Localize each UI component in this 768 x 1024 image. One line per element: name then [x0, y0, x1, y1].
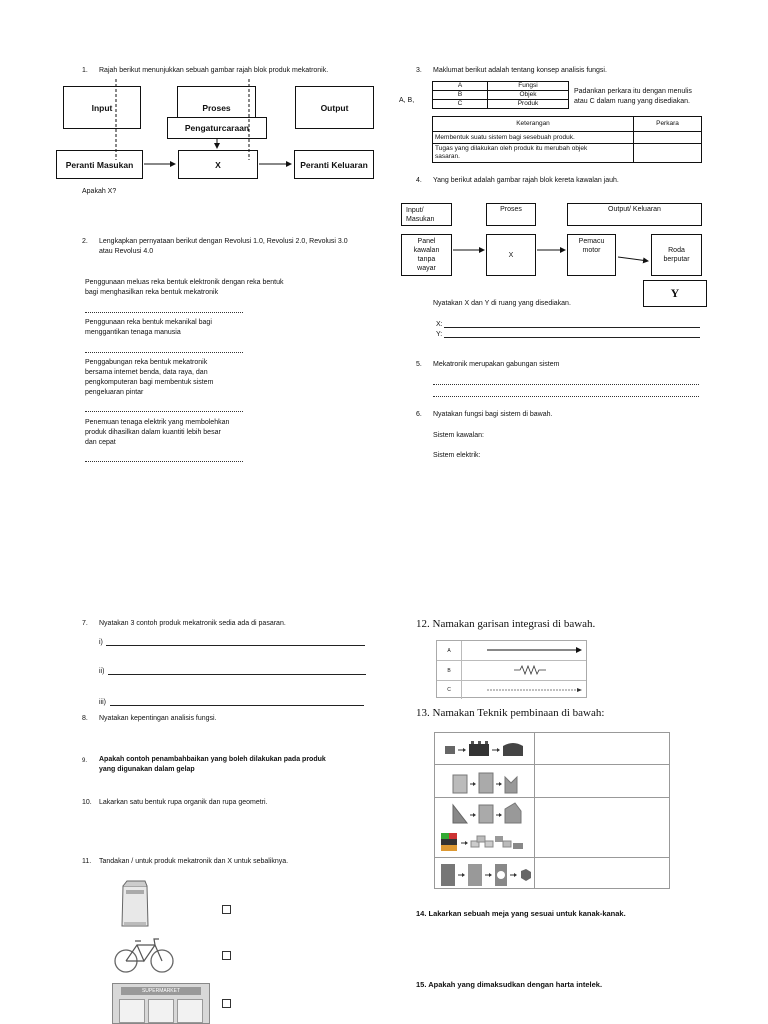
row-text: Tugas yang dilakukan oleh produk itu merubah objek sasaran. — [433, 144, 634, 163]
q4-x-answer[interactable] — [444, 327, 700, 328]
q1-number: 1. — [82, 67, 88, 74]
construction-joining-icon — [441, 737, 531, 761]
q2-s1b: bagi menghasilkan reka bentuk mekatronik — [85, 289, 219, 296]
q2-text1: Lengkapkan pernyataan berikut dengan Revolusi 1.0, Revolusi 2.0, Revolusi 3.0 — [99, 238, 348, 245]
q8-text: Nyatakan kepentingan analisis fungsi. — [99, 715, 217, 722]
legend-key: A — [433, 82, 488, 91]
header-keterangan: Keterangan — [433, 117, 634, 132]
q4-panel-box: Panel kawalan tanpa wayar — [401, 234, 452, 276]
q11-number: 11. — [82, 858, 92, 865]
q3-instruction-1: Padankan perkara itu dengan menulis — [574, 88, 692, 95]
q10-text: Lakarkan satu bentuk rupa organik dan rupa geometri. — [99, 799, 268, 806]
supermarket-sign: SUPERMARKET — [121, 987, 201, 995]
q13-title: 13. Namakan Teknik pembinaan di bawah: — [416, 707, 605, 719]
table-row — [433, 117, 702, 132]
dashed-line-icon — [462, 681, 586, 699]
construction-cutting-icon — [449, 799, 529, 825]
q3-legend-table — [432, 81, 569, 109]
q6-sistem-elektrik: Sistem elektrik: — [433, 452, 481, 459]
q2-s1a: Penggunaan meluas reka bentuk elektronik dengan reka bentuk — [85, 279, 284, 286]
answer-cell[interactable] — [634, 132, 702, 144]
legend-key: B — [433, 91, 488, 100]
q12-row-label: C — [437, 681, 462, 699]
q7-number: 7. — [82, 620, 88, 627]
q14-title: 14. Lakarkan sebuah meja yang sesuai untuk kanak-kanak. — [416, 909, 626, 918]
q7-ii-label: ii) — [99, 668, 105, 675]
q4-number: 4. — [416, 177, 422, 184]
q7-answer-i[interactable] — [106, 645, 365, 646]
q2-s4b: produk dihasilkan dalam kuantiti lebih besar — [85, 429, 221, 436]
q11-checkbox-supermarket[interactable] — [222, 999, 231, 1008]
table-row — [433, 91, 569, 100]
q2-answer-2[interactable] — [85, 352, 243, 353]
q12-row-label: A — [437, 641, 462, 660]
wavy-line-icon — [462, 661, 586, 679]
q11-checkbox-bicycle[interactable] — [222, 951, 231, 960]
q9-text2: yang digunakan dalam gelap — [99, 766, 195, 773]
q8-number: 8. — [82, 715, 88, 722]
q12-table — [436, 640, 587, 698]
q10-number: 10. — [82, 799, 92, 806]
row-text: Membentuk suatu sistem bagi sesebuah produk. — [433, 132, 634, 144]
q12-row-label: B — [437, 661, 462, 680]
q4-output-box: Output/ Keluaran — [567, 203, 702, 226]
q9-number: 9. — [82, 758, 88, 764]
q4-y-answer[interactable] — [444, 337, 700, 338]
q13-table — [434, 732, 670, 889]
header-perkara: Perkara — [634, 117, 702, 132]
q2-s3c: pengkomputeran bagi membentuk sistem — [85, 379, 214, 386]
q1-input-box: Input — [63, 86, 141, 129]
q6-number: 6. — [416, 411, 422, 418]
legend-key: C — [433, 100, 488, 109]
table-row — [433, 100, 569, 109]
q3-text: Maklumat berikut adalah tentang konsep analisis fungsi. — [433, 67, 607, 74]
q4-proses-box: Proses — [486, 203, 536, 226]
table-row — [433, 144, 702, 163]
q1-text: Rajah berikut menunjukkan sebuah gambar rajah blok produk mekatronik. — [99, 67, 329, 74]
q2-answer-3[interactable] — [85, 411, 243, 412]
q4-x-box: X — [486, 234, 536, 276]
q2-s3d: pengeluaran pintar — [85, 389, 144, 396]
legend-value: Produk — [488, 100, 569, 109]
q6-text: Nyatakan fungsi bagi sistem di bawah. — [433, 411, 553, 418]
q2-answer-1[interactable] — [85, 312, 243, 313]
legend-value: Objek — [488, 91, 569, 100]
construction-moulding-icon — [439, 860, 533, 888]
q5-answer-2[interactable] — [433, 396, 699, 397]
q2-s3a: Penggabungan reka bentuk mekatronik — [85, 359, 208, 366]
q3-number: 3. — [416, 67, 422, 74]
construction-stacking-icon — [439, 827, 533, 855]
q1-proses-box: Proses — [177, 86, 256, 129]
table-row — [433, 82, 569, 91]
q5-text: Mekatronik merupakan gabungan sistem — [433, 361, 560, 368]
q7-text: Nyatakan 3 contoh produk mekatronik sedia ada di pasaran. — [99, 620, 286, 627]
q11-text: Tandakan / untuk produk mekatronik dan X untuk sebaliknya. — [99, 858, 289, 865]
straight-line-icon — [462, 641, 586, 659]
q3-match-table — [432, 116, 702, 163]
q9-text1: Apakah contoh penambahbaikan yang boleh dilakukan pada produk — [99, 756, 326, 763]
q4-text: Yang berikut adalah gambar rajah blok kereta kawalan jauh. — [433, 177, 619, 184]
q2-text2: atau Revolusi 4.0 — [99, 248, 154, 255]
q2-s2a: Penggunaan reka bentuk mekanikal bagi — [85, 319, 212, 326]
q4-roda-box: Roda berputar — [651, 234, 702, 276]
q3-instruction-2: atau C dalam ruang yang disediakan. — [574, 98, 690, 105]
answer-cell[interactable] — [634, 144, 702, 163]
q1-question: Apakah X? — [82, 188, 117, 195]
q7-answer-iii[interactable] — [110, 705, 364, 706]
q12-title: 12. Namakan garisan integrasi di bawah. — [416, 618, 596, 630]
q6-sistem-kawalan: Sistem kawalan: — [433, 432, 484, 439]
q2-s4a: Penemuan tenaga elektrik yang membolehkan — [85, 419, 230, 426]
q2-s2b: menggantikan tenaga manusia — [85, 329, 181, 336]
q3-abc-label: A, B, — [399, 97, 415, 104]
washing-machine-icon — [118, 880, 152, 930]
q4-x-label: X: — [436, 321, 443, 328]
legend-value: Fungsi — [488, 82, 569, 91]
q4-y-box: Y — [643, 280, 707, 307]
q1-keluaran-box: Peranti Keluaran — [294, 150, 374, 179]
q1-pengaturcaraan-box: Pengaturcaraan — [167, 117, 267, 139]
q2-answer-4[interactable] — [85, 461, 243, 462]
construction-bending-icon — [449, 767, 529, 795]
q4-y-label: Y: — [436, 331, 443, 338]
supermarket-icon — [112, 983, 210, 1024]
q5-answer-1[interactable] — [433, 384, 699, 385]
q2-s4c: dan cepat — [85, 439, 116, 446]
q1-output-box: Output — [295, 86, 374, 129]
q4-pemacu-box: Pemacu motor — [567, 234, 616, 276]
q1-x-box: X — [178, 150, 258, 179]
q7-i-label: i) — [99, 639, 103, 646]
q2-s3b: bersama internet benda, data raya, dan — [85, 369, 208, 376]
q1-masukan-box: Peranti Masukan — [56, 150, 143, 179]
q5-number: 5. — [416, 361, 422, 368]
q1-arrows — [0, 0, 400, 200]
q4-arrows — [390, 230, 710, 280]
q11-checkbox-washing-machine[interactable] — [222, 905, 231, 914]
q4-input-box: Input/ Masukan — [401, 203, 452, 226]
bicycle-icon — [113, 935, 175, 975]
table-row — [433, 132, 702, 144]
q7-iii-label: iii) — [99, 699, 106, 706]
q15-title: 15. Apakah yang dimaksudkan dengan harta intelek. — [416, 980, 603, 989]
q4-question: Nyatakan X dan Y di ruang yang disediakan. — [433, 300, 571, 307]
q7-answer-ii[interactable] — [108, 674, 366, 675]
q2-number: 2. — [82, 238, 88, 245]
